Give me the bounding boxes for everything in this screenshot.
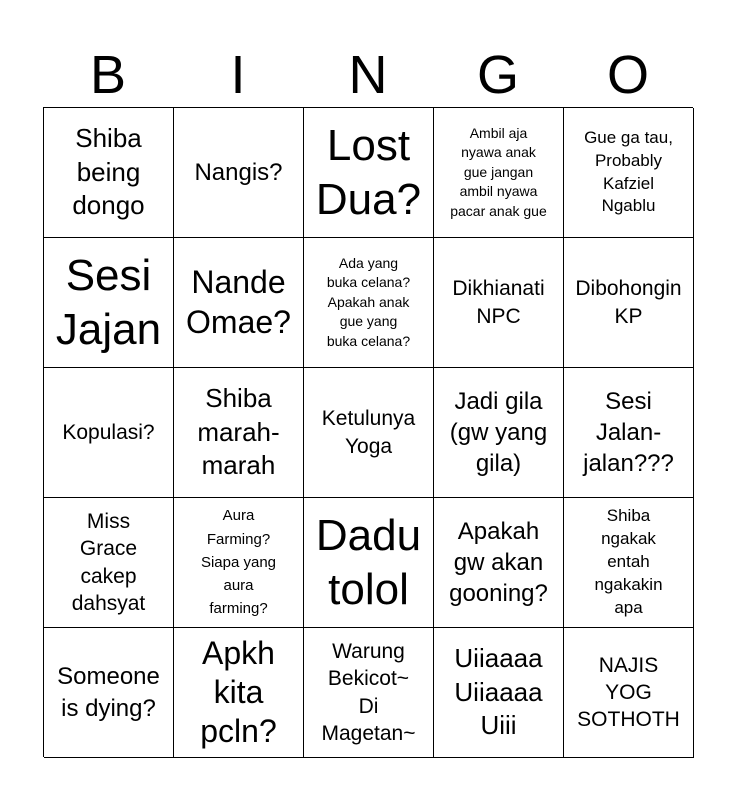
cell-text: Sesi Jalan- jalan??? xyxy=(583,387,674,478)
cell-text: Ambil aja nyawa anak gue jangan ambil nyawa pacar anak gue xyxy=(450,124,547,219)
cell-text: Shiba marah- marah xyxy=(197,382,280,481)
bingo-cell-r2-c4[interactable] xyxy=(434,238,564,368)
bingo-cell-r5-c4[interactable] xyxy=(434,628,564,758)
bingo-cell-r4-c1[interactable] xyxy=(44,498,174,628)
cell-text: Dadu tolol xyxy=(315,510,422,614)
cell-text: Warung Bekicot~ Di Magetan~ xyxy=(321,639,416,745)
cell-text: Sesi Jajan xyxy=(55,250,162,354)
bingo-cell-r1-c5[interactable] xyxy=(564,108,694,238)
cell-text: Shiba being dongo xyxy=(72,122,145,221)
bingo-cell-r3-c2[interactable] xyxy=(174,368,304,498)
bingo-board xyxy=(43,107,693,757)
cell-text: Apkh kita pcln? xyxy=(200,634,277,750)
cell-text: Dikhianati NPC xyxy=(452,277,545,328)
cell-text: Ada yang buka celana? Apakah anak gue yang buka celana? xyxy=(326,254,411,349)
bingo-cell-r1-c2[interactable] xyxy=(174,108,304,238)
bingo-cell-r2-c5[interactable] xyxy=(564,238,694,368)
bingo-cell-r3-c1[interactable] xyxy=(44,368,174,498)
cell-text: Gue ga tau, Probably Kafziel Ngablu xyxy=(584,127,673,216)
header-letter-n: N xyxy=(348,45,388,105)
bingo-cell-r5-c2[interactable] xyxy=(174,628,304,758)
bingo-cell-r1-c3[interactable] xyxy=(304,108,434,238)
cell-text: Lost Dua? xyxy=(315,120,422,224)
bingo-cell-r2-c3[interactable] xyxy=(304,238,434,368)
bingo-cell-r4-c5[interactable] xyxy=(564,498,694,628)
header-letter-b: B xyxy=(89,45,127,105)
cell-text: Ketulunya Yoga xyxy=(321,407,416,458)
cell-text: Jadi gila (gw yang gila) xyxy=(449,387,548,478)
bingo-cell-r1-c4[interactable] xyxy=(434,108,564,238)
cell-text: Dibohongin KP xyxy=(575,277,682,328)
bingo-cell-r2-c1[interactable] xyxy=(44,238,174,368)
cell-text: Uiiaaaa Uiiaaaa Uiii xyxy=(454,642,543,741)
header-letter-i: I xyxy=(230,45,246,105)
header-letter-g: G xyxy=(476,45,519,105)
cell-text: NAJIS YOG SOTHOTH xyxy=(577,653,680,732)
cell-text: Miss Grace cakep dahsyat xyxy=(71,509,146,615)
bingo-cell-r3-c5[interactable] xyxy=(564,368,694,498)
bingo-cell-r5-c5[interactable] xyxy=(564,628,694,758)
bingo-cell-r5-c1[interactable] xyxy=(44,628,174,758)
bingo-header xyxy=(43,42,693,108)
cell-text: Nande Omae? xyxy=(186,264,291,340)
bingo-cell-r1-c1[interactable] xyxy=(44,108,174,238)
header-letter-o: O xyxy=(606,45,649,105)
bingo-cell-r3-c3[interactable] xyxy=(304,368,434,498)
cell-text: Someone is dying? xyxy=(57,663,160,722)
cell-text: Apakah gw akan gooning? xyxy=(449,517,548,608)
bingo-cell-r4-c3[interactable] xyxy=(304,498,434,628)
cell-text: Shiba ngakak entah ngakakin apa xyxy=(594,506,663,617)
bingo-cell-r4-c2[interactable] xyxy=(174,498,304,628)
bingo-cell-r3-c4[interactable] xyxy=(434,368,564,498)
bingo-cell-r2-c2[interactable] xyxy=(174,238,304,368)
bingo-cell-r5-c3[interactable] xyxy=(304,628,434,758)
cell-text: Kopulasi? xyxy=(62,420,155,444)
cell-text: Nangis? xyxy=(194,158,283,186)
cell-text: Aura Farming? Siapa yang aura farming? xyxy=(200,507,277,618)
bingo-cell-r4-c4[interactable] xyxy=(434,498,564,628)
